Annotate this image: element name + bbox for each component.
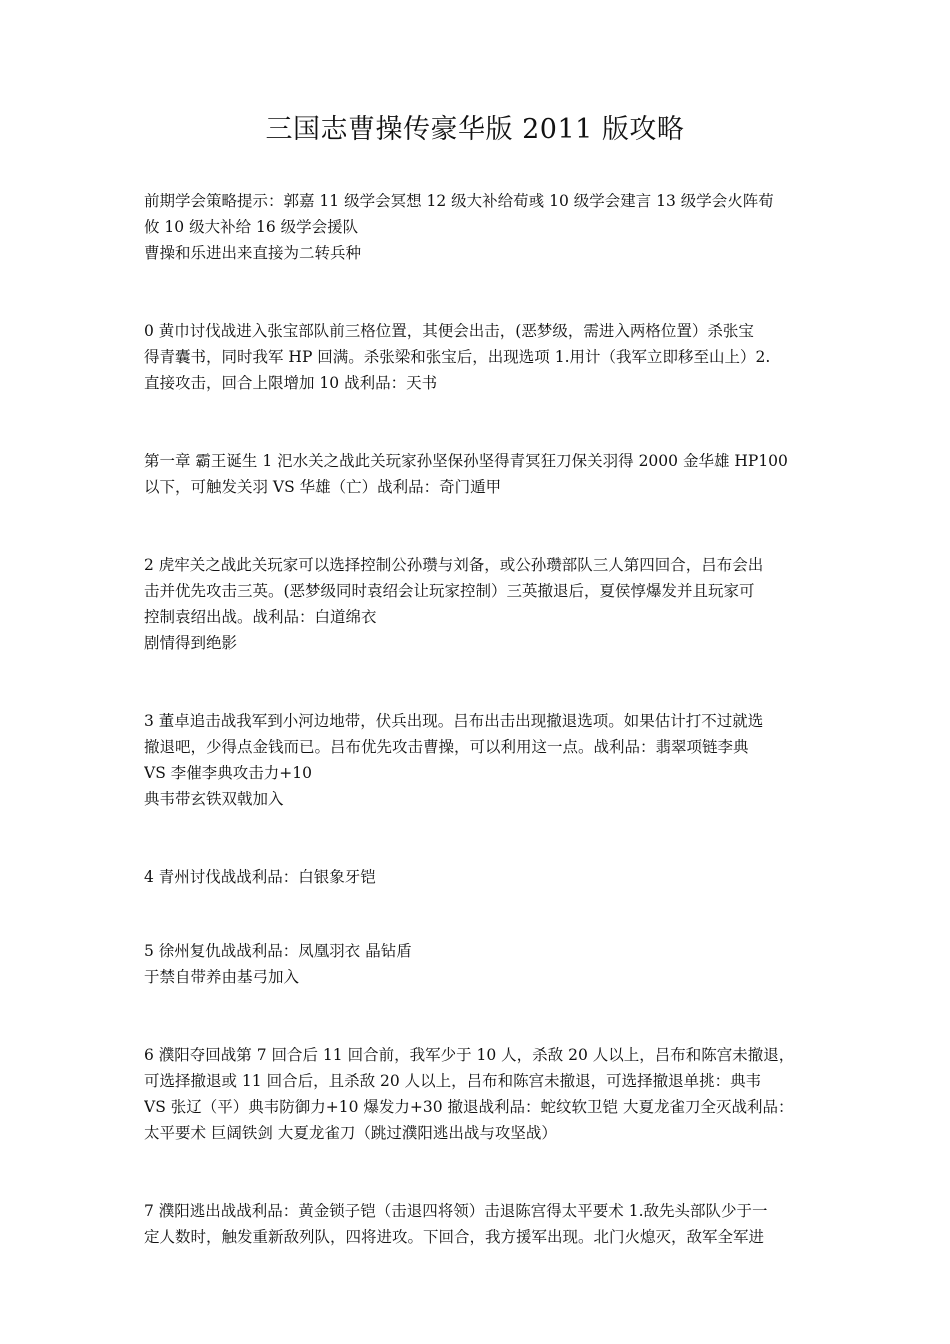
- paragraph-battle-2: [144, 552, 808, 656]
- paragraph-battle-6: [144, 1042, 808, 1146]
- document-title: 三国志曹操传豪华版 2011 版攻略: [265, 114, 685, 145]
- paragraph-line: 第一章 霸王诞生 1 汜水关之战此关玩家孙坚保孙坚得青冥狂刀保关羽得 2000 金华雄 HP100: [144, 452, 788, 470]
- paragraph-line: 剧情得到绝影: [144, 634, 238, 652]
- paragraph-battle-7: [144, 1198, 808, 1250]
- paragraph-line: 可选择撤退或 11 回合后，且杀敌 20 人以上，吕布和陈宫未撤退，可选择撤退单挑：典韦: [144, 1072, 762, 1090]
- paragraph-chapter-0: [144, 318, 808, 396]
- paragraph-spacer: [144, 656, 808, 708]
- paragraph-line: 击并优先攻击三英。(恶梦级同时袁绍会让玩家控制）三英撤退后，夏侯惇爆发并且玩家可: [144, 582, 755, 600]
- paragraph-line: 典韦带玄铁双戟加入: [144, 790, 284, 808]
- paragraph-spacer: [144, 1146, 808, 1198]
- paragraph-battle-5: [144, 938, 808, 990]
- paragraph-strategy-tips: [144, 188, 808, 266]
- paragraph-spacer: [144, 500, 808, 552]
- paragraph-line: 0 黄巾讨伐战进入张宝部队前三格位置，其便会出击，(恶梦级，需进入两格位置）杀张宝: [144, 322, 754, 340]
- paragraph-line: VS 张辽（平）典韦防御力+10 爆发力+30 撤退战利品：蛇纹软卫铠 大夏龙雀刀全灭战利品：: [144, 1098, 794, 1116]
- paragraph-line: 3 董卓追击战我军到小河边地带，伏兵出现。吕布出击出现撤退选项。如果估计打不过就选: [144, 712, 764, 730]
- paragraph-line: 撤退吧，少得点金钱而已。吕布优先攻击曹操，可以利用这一点。战利品：翡翠项链李典: [144, 738, 749, 756]
- paragraph-line: 定人数时，触发重新敌列队，四将进攻。下回合，我方援军出现。北门火熄灭，敌军全军进: [144, 1228, 765, 1246]
- document-body: [144, 188, 808, 1250]
- paragraph-battle-3: [144, 708, 808, 812]
- paragraph-line: VS 李催李典攻击力+10: [144, 764, 312, 782]
- paragraph-line: 直接攻击，回合上限增加 10 战利品：天书: [144, 374, 438, 392]
- paragraph-line: 2 虎牢关之战此关玩家可以选择控制公孙瓒与刘备，或公孙瓒部队三人第四回合，吕布会出: [144, 556, 764, 574]
- paragraph-line: 前期学会策略提示：郭嘉 11 级学会冥想 12 级大补给荀彧 10 级学会建言 13 级学会火阵荀: [144, 192, 774, 210]
- paragraph-line: 于禁自带养由基弓加入: [144, 968, 300, 986]
- paragraph-line: 太平要术 巨阔铁剑 大夏龙雀刀（跳过濮阳逃出战与攻坚战）: [144, 1124, 557, 1142]
- paragraph-line: 曹操和乐进出来直接为二转兵种: [144, 244, 362, 262]
- paragraph-spacer: [144, 890, 808, 938]
- paragraph-line: 4 青州讨伐战战利品：白银象牙铠: [144, 868, 376, 886]
- paragraph-battle-4: [144, 864, 808, 890]
- paragraph-line: 6 濮阳夺回战第 7 回合后 11 回合前，我军少于 10 人，杀敌 20 人以上，吕布和陈宫未撤退，: [144, 1046, 795, 1064]
- paragraph-line: 5 徐州复仇战战利品：凤凰羽衣 晶钻盾: [144, 942, 412, 960]
- paragraph-line: 攸 10 级大补给 16 级学会援队: [144, 218, 359, 236]
- paragraph-line: 以下，可触发关羽 VS 华雄（亡）战利品：奇门遁甲: [144, 478, 502, 496]
- paragraph-chapter-1: [144, 448, 808, 500]
- paragraph-spacer: [144, 812, 808, 864]
- paragraph-line: 得青囊书，同时我军 HP 回满。杀张梁和张宝后，出现选项 1.用计（我军立即移至山上）2.: [144, 348, 771, 366]
- paragraph-line: 7 濮阳逃出战战利品：黄金锁子铠（击退四将领）击退陈宫得太平要术 1.敌先头部队少于一: [144, 1202, 768, 1220]
- paragraph-spacer: [144, 266, 808, 318]
- paragraph-spacer: [144, 396, 808, 448]
- paragraph-spacer: [144, 990, 808, 1042]
- paragraph-line: 控制袁绍出战。战利品：白道绵衣: [144, 608, 377, 626]
